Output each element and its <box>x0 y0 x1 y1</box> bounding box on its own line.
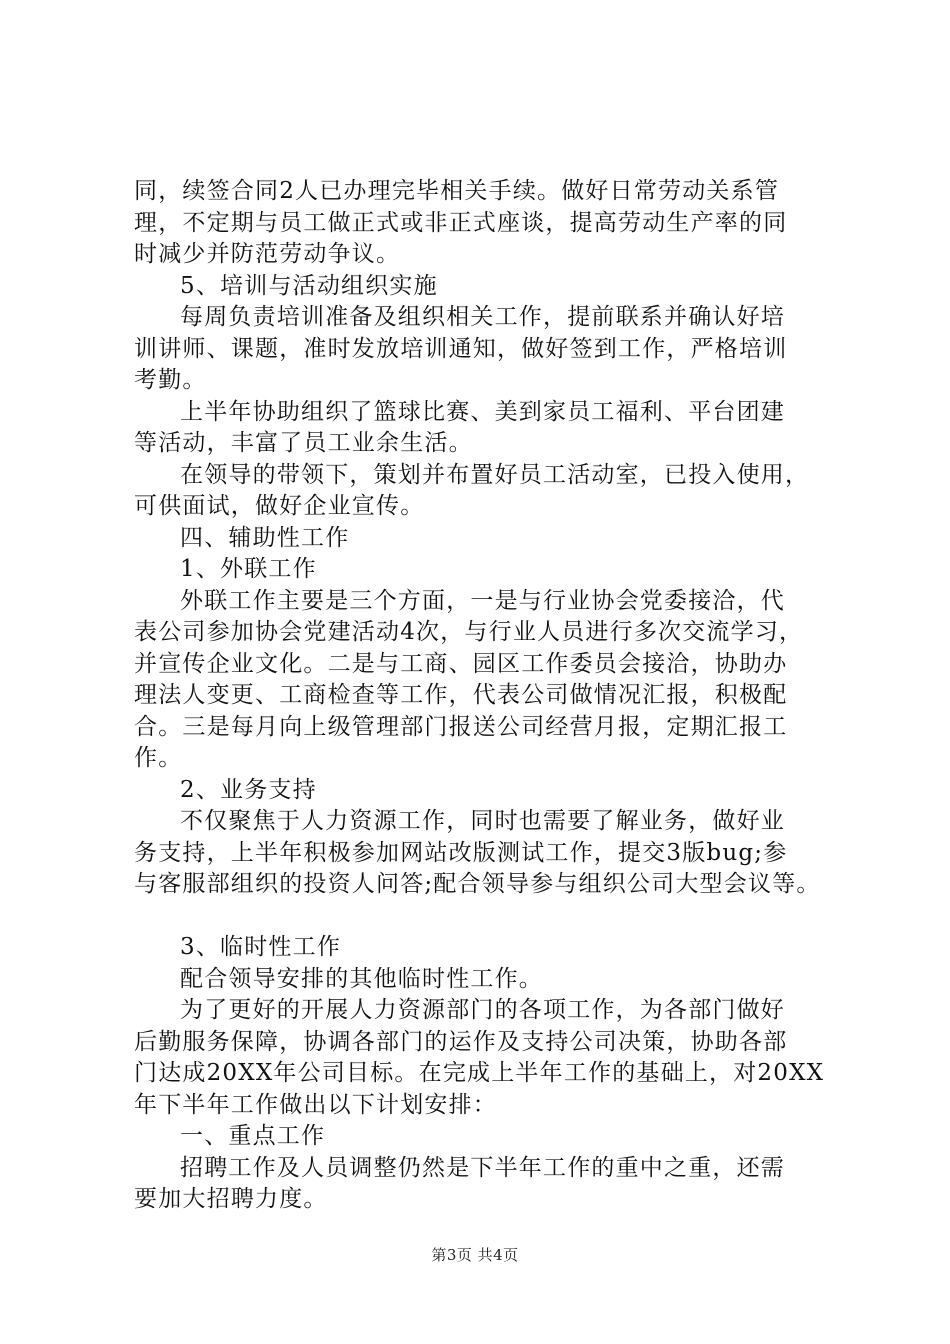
text-line: 门达成20XX年公司目标。在完成上半年工作的基础上，对20XX <box>134 1060 825 1086</box>
text-line: 作。 <box>134 745 183 771</box>
text-line: 年下半年工作做出以下计划安排： <box>134 1091 497 1118</box>
text-line: 时减少并防范劳动争议。 <box>134 241 401 267</box>
section-heading: 一、重点工作 <box>180 1123 326 1149</box>
text-line: 并宣传企业文化。二是与工商、园区工作委员会接洽，协助办 <box>134 650 788 677</box>
text-line: 要加大招聘力度。 <box>134 1186 328 1212</box>
text-line: 同，续签合同2人已办理完毕相关手续。做好日常劳动关系管 <box>134 178 780 204</box>
text-line: 后勤服务保障，协调各部门的运作及支持公司决策，协助各部 <box>134 1028 788 1055</box>
text-line: 在领导的带领下，策划并布置好员工活动室，已投入使用， <box>180 461 810 488</box>
document-body <box>134 176 834 1216</box>
page-number: 第3页 共4页 <box>431 1246 519 1264</box>
paragraph-gap <box>134 901 834 933</box>
text-line: 表公司参加协会党建活动4次，与行业人员进行多次交流学习， <box>134 619 804 645</box>
section-heading: 3、临时性工作 <box>180 934 342 960</box>
section-heading: 2、业务支持 <box>180 776 317 803</box>
text-line: 不仅聚焦于人力资源工作，同时也需要了解业务，做好业 <box>180 808 785 834</box>
text-line: 理法人变更、工商检查等工作，代表公司做情况汇报，积极配 <box>134 682 788 708</box>
section-heading: 1、外联工作 <box>180 556 317 582</box>
text-line: 务支持，上半年积极参加网站改版测试工作，提交3版bug;参 <box>134 839 788 866</box>
text-line: 外联工作主要是三个方面，一是与行业协会党委接洽，代 <box>180 587 785 614</box>
text-line: 上半年协助组织了篮球比赛、美到家员工福利、平台团建 <box>180 398 785 425</box>
text-line: 训讲师、课题，准时发放培训通知，做好签到工作，严格培训 <box>134 335 788 362</box>
section-heading: 5、培训与活动组织实施 <box>180 272 438 299</box>
text-line: 合。三是每月向上级管理部门报送公司经营月报，定期汇报工 <box>134 713 788 740</box>
text-line: 与客服部组织的投资人问答;配合领导参与组织公司大型会议等。 <box>134 871 821 897</box>
text-line: 每周负责培训准备及组织相关工作，提前联系并确认好培 <box>180 304 785 330</box>
text-line: 可供面试，做好企业宣传。 <box>134 493 425 519</box>
text-line: 理，不定期与员工做正式或非正式座谈，提高劳动生产率的同 <box>134 209 788 236</box>
text-line: 招聘工作及人员调整仍然是下半年工作的重中之重，还需 <box>180 1154 785 1181</box>
section-heading: 四、辅助性工作 <box>180 524 350 551</box>
text-line: 考勤。 <box>134 367 207 393</box>
text-line: 为了更好的开展人力资源部门的各项工作，为各部门做好 <box>180 997 785 1023</box>
text-line: 等活动，丰富了员工业余生活。 <box>134 430 473 456</box>
text-line: 配合领导安排的其他临时性工作。 <box>180 965 543 992</box>
